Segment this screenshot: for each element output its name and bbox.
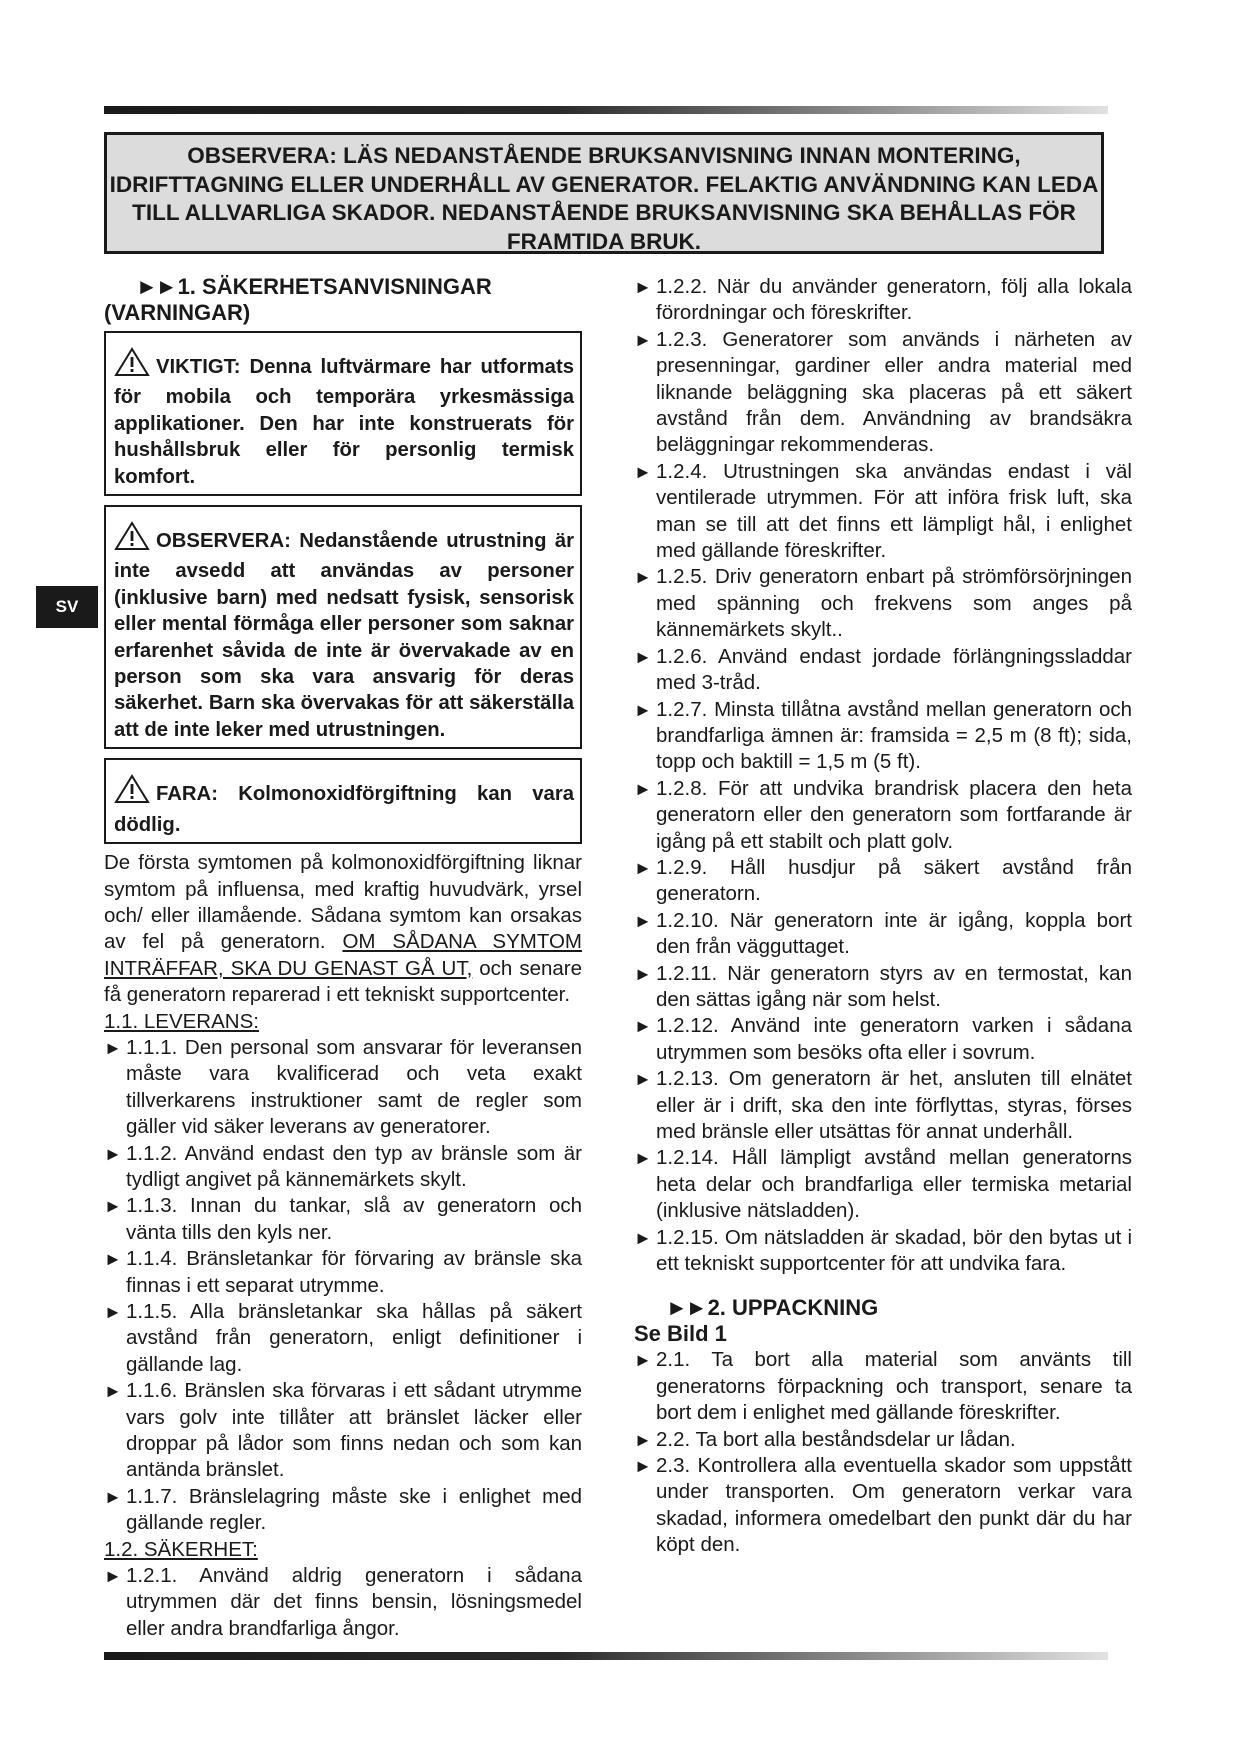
warning-box-observera xyxy=(104,505,582,749)
list-item: ► 1.2.11. När generatorn styrs av en termostat, kan den sättas igång när som helst. xyxy=(634,961,1132,1011)
notice-box xyxy=(104,132,1104,254)
arrow-icon: ► xyxy=(634,329,652,350)
left-column xyxy=(104,274,582,1642)
list-item: ► 1.2.2. När du använder generatorn, följ alla lokala förordningar och föreskrifter. xyxy=(634,275,1132,325)
list-item: ► 1.1.1. Den personal som ansvarar för leveransen måste vara kvalificerad och veta exakt tillverkarens instruktioner samt de regler som gäller vid säker leverans av generatorer. xyxy=(104,1035,582,1139)
list-item: ► 1.1.2. Använd endast den typ av bränsle som är tydligt angivet på kännemärkets skylt. xyxy=(104,1141,582,1191)
arrow-icon: ► xyxy=(634,646,652,667)
list-item: ► 2.2. Ta bort alla beståndsdelar ur lådan. xyxy=(634,1427,1132,1453)
arrow-icon: ► xyxy=(634,1069,652,1090)
arrow-icon: ► xyxy=(634,1148,652,1169)
arrow-icon: ► xyxy=(634,1429,652,1450)
list-item: ► 1.1.4. Bränsletankar för förvaring av bränsle ska finnas i ett separat utrymme. xyxy=(104,1247,582,1297)
warning-viktigt-text: VIKTIGT: Denna luftvärmare har utformats för mobila och temporära yrkesmässiga applikationer. Den har inte konstruerats för hushållsbruk eller för personlig termisk komfort. xyxy=(114,356,574,488)
leverans-title: 1.1. LEVERANS: xyxy=(104,1009,259,1033)
section1-heading xyxy=(104,274,582,300)
list-item: ► 1.2.1. Använd aldrig generatorn i sådana utrymmen där det finns bensin, lösningsmedel eller andra brandfarliga ångor. xyxy=(104,1564,582,1640)
arrow-icon: ► xyxy=(104,1037,122,1058)
list-item: ► 1.1.6. Bränslen ska förvaras i ett sådant utrymme vars golv inte tillåter att bränslet läcker eller droppar på lådor som finns nedan och som kan antända bränslet. xyxy=(104,1379,582,1482)
arrow-icon: ► xyxy=(634,277,652,297)
co-underlined: OM SÅDANA SYMTOM INTRÄFFAR, SKA DU GENAST GÅ UT, xyxy=(104,930,582,980)
notice-text: OBSERVERA: LÄS NEDANSTÅENDE BRUKSANVISNING INNAN MONTERING, IDRIFTTAGNING ELLER UNDERHÅLL AV GENERATOR. FELAKTIG ANVÄNDNING KAN LEDA TILL ALLVARLIGA SKADOR. NEDANSTÅENDE BRUKSANVISNING SKA BEHÅLLAS FÖR FRAMTIDA BRUK. xyxy=(109,143,1099,254)
section2-arrows: ►► xyxy=(666,1295,706,1321)
list-item: ► 2.1. Ta bort alla material som använts till generatorns förpackning och transport, senare ta bort dem i enlighet med gällande föreskrifter. xyxy=(634,1348,1132,1425)
arrow-icon: ► xyxy=(634,567,652,588)
warning-triangle-icon xyxy=(114,774,150,811)
arrow-icon: ► xyxy=(104,1302,122,1322)
warning-triangle-icon xyxy=(114,347,150,384)
warning-observera-text: OBSERVERA: Nedanstående utrustning är inte avsedd att användas av personer (inklusive barn) med nedsatt fysisk, sensorisk eller mental förmåga eller personer som saknar erfarenhet såvida de inte är övervakade av en person som ska vara ansvarig för deras säkerhet. Barn ska övervakas för att säkerställa att de inte leker med utrustningen. xyxy=(114,530,574,741)
arrow-icon: ► xyxy=(634,1227,652,1248)
arrow-icon: ► xyxy=(634,857,652,878)
arrow-icon: ► xyxy=(634,461,652,482)
arrow-icon: ► xyxy=(634,1350,652,1371)
warning-box-viktigt xyxy=(104,331,582,496)
arrow-icon: ► xyxy=(104,1249,122,1270)
list-item: ► 1.2.6. Använd endast jordade förlängningssladdar med 3-tråd. xyxy=(634,644,1132,695)
arrow-icon: ► xyxy=(634,699,652,720)
arrow-icon: ► xyxy=(104,1486,122,1507)
right-column xyxy=(634,274,1132,1559)
list-item: ► 1.2.15. Om nätsladden är skadad, bör den bytas ut i ett tekniskt supportcenter för att undvika fara. xyxy=(634,1225,1132,1276)
list-item: ► 1.2.12. Använd inte generatorn varken i sådana utrymmen som besöks ofta eller i sovrum. xyxy=(634,1014,1132,1064)
list-item: ► 1.1.3. Innan du tankar, slå av generatorn och vänta tills den kyls ner. xyxy=(104,1194,582,1244)
section1-arrows: ►► xyxy=(136,274,176,299)
arrow-icon: ► xyxy=(104,1566,122,1587)
arrow-icon: ► xyxy=(104,1143,122,1164)
section2-subtitle: Se Bild 1 xyxy=(634,1321,727,1347)
list-item: ► 1.2.5. Driv generatorn enbart på strömförsörjningen med spänning och frekvens som anges på kännemärkets skylt.. xyxy=(634,565,1132,642)
arrow-icon: ► xyxy=(634,963,652,984)
co-outro: och senare få generatorn reparerad i ett tekniskt supportcenter. xyxy=(104,956,582,1007)
list-item: ► 1.1.5. Alla bränsletankar ska hållas på säkert avstånd från generatorn, enligt definitioner i gällande lag. xyxy=(104,1300,582,1376)
section2-heading xyxy=(634,1295,1132,1321)
co-paragraph xyxy=(104,850,582,1008)
list-item: ► 2.3. Kontrollera alla eventuella skador som uppstått under transporten. Om generatorn verkar vara skadad, informera omedelbart den punkt där du har köpt den. xyxy=(634,1454,1132,1557)
list-item: ► 1.1.7. Bränslelagring måste ske i enlighet med gällande regler. xyxy=(104,1484,582,1535)
list-item: ► 1.2.13. Om generatorn är het, ansluten till elnätet eller är i drift, ska den inte förflyttas, styras, förses med bränsle eller utsättas för annat underhåll. xyxy=(634,1067,1132,1143)
co-intro: De första symtomen på kolmonoxidförgiftning liknar symtom på influensa, med kraftig huvudvärk, yrsel och/ eller illamående. Sådana symtom kan orsakas av fel på generatorn. xyxy=(104,851,582,954)
list-item: ► 1.2.14. Håll lämpligt avstånd mellan generatorns heta delar och brandfarliga eller termiska metarial (inklusive nätsladden). xyxy=(634,1146,1132,1223)
list-item: ► 1.2.10. När generatorn inte är igång, koppla bort den från vägguttaget. xyxy=(634,908,1132,959)
list-item: ► 1.2.7. Minsta tillåtna avstånd mellan generatorn och brandfarliga ämnen är: framsida = 2,5 m (8 ft); sida, topp och baktill = 1,5 m (5 ft). xyxy=(634,697,1132,774)
arrow-icon: ► xyxy=(634,910,652,931)
arrow-icon: ► xyxy=(634,1016,652,1037)
section1-subtitle: (VARNINGAR) xyxy=(104,300,251,325)
list-item: ► 1.2.4. Utrustningen ska användas endast i väl ventilerade utrymmen. För att införa frisk luft, ska man se till att det finns ett lämpligt hål, i enlighet med gällande föreskrifter. xyxy=(634,459,1132,563)
section1-title: 1. SÄKERHETSANVISNINGAR xyxy=(177,274,492,299)
section2-title: 2. UPPACKNING xyxy=(707,1295,879,1321)
arrow-icon: ► xyxy=(104,1381,122,1402)
warning-box-fara xyxy=(104,758,582,844)
list-item: ► 1.2.3. Generatorer som används i närheten av presenningar, gardiner eller andra material med liknande beläggning ska placeras på ett säkert avstånd från dem. Användning av brandsäkra beläggningar rekommenderas. xyxy=(634,327,1132,457)
warning-fara-text: FARA: Kolmonoxidförgiftning kan vara dödlig. xyxy=(114,783,574,836)
arrow-icon: ► xyxy=(104,1196,122,1217)
list-item: ► 1.2.9. Håll husdjur på säkert avstånd från generatorn. xyxy=(634,855,1132,906)
warning-triangle-icon xyxy=(114,521,150,558)
bottom-rule xyxy=(104,1652,1108,1660)
arrow-icon: ► xyxy=(634,1456,652,1477)
arrow-icon: ► xyxy=(634,778,652,799)
sakerhet-title: 1.2. SÄKERHET: xyxy=(104,1537,258,1561)
top-rule xyxy=(104,106,1108,114)
language-tab: SV xyxy=(36,586,98,628)
list-item: ► 1.2.8. För att undvika brandrisk placera den heta generatorn eller den generatorn som fortfarande är igång på ett stabilt och platt golv. xyxy=(634,776,1132,853)
